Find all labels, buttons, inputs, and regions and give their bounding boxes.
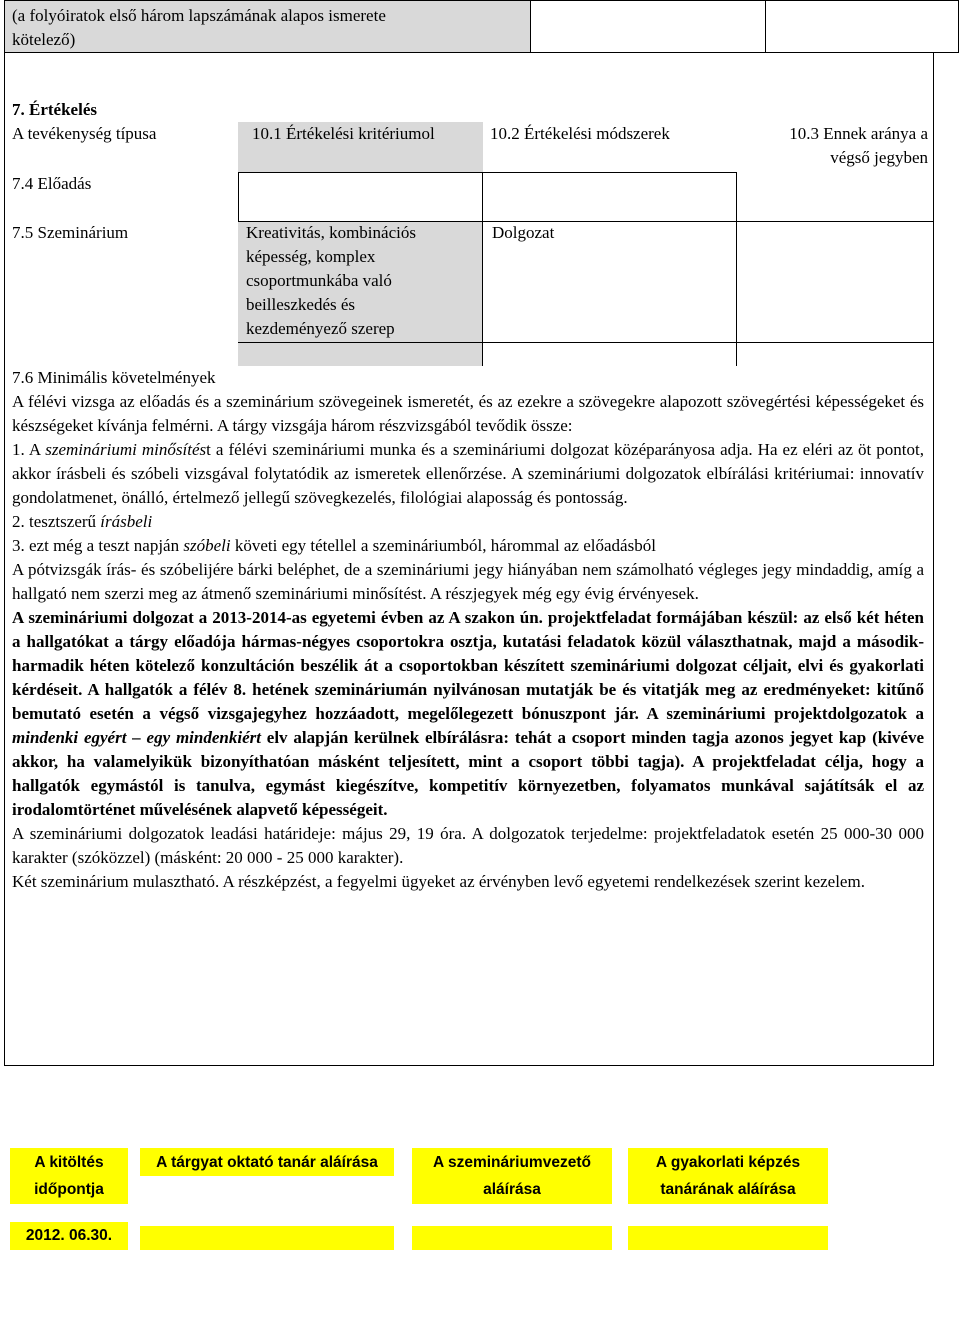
eval-row-lecture: 7.4 Előadás xyxy=(12,174,92,193)
lecture-criteria-cell xyxy=(238,172,483,222)
seminar-ratio-cell xyxy=(736,221,934,366)
p2-rest: t a félévi szemináriumi munka és a szemináriumi dolgozat középarányosa adja. Ha ez eléri az öt pontot, akkor írásbeli és szóbeli vizsgával folytatódik az ismeretek ellenőrzése. A szemináriumi dolgozatok elbírálási kritériumai: innovatív gondolatmenet, önálló, értelmező jellegű szövegkezelés, filológiai alaposság és pontosság. xyxy=(12,440,924,507)
seminar-criteria: Kreativitás, kombinációs képesség, komplex csoportmunkába való beilleszkedés és kezdeményező szerep xyxy=(246,223,416,338)
eval-col-criteria: 10.1 Értékelési kritériumol xyxy=(252,124,435,143)
p2-prefix: 1. A xyxy=(12,440,46,459)
eval-col-ratio: 10.3 Ennek aránya a végső jegyben xyxy=(789,124,928,167)
sig-teacher-label: A tárgyat oktató tanár aláírása xyxy=(156,1154,378,1171)
sig-date-label: A kitöltés időpontja xyxy=(34,1154,104,1198)
sig-seminar-leader-signature-field[interactable] xyxy=(412,1226,612,1250)
top-left-text: (a folyóiratok első három lapszámának alapos ismerete kötelező) xyxy=(12,6,386,49)
requirements-heading: 7.6 Minimális követelmények xyxy=(12,368,216,387)
requirements-p2 xyxy=(12,438,924,510)
eval-row-seminar: 7.5 Szeminárium xyxy=(12,223,129,242)
requirements-p8: Két szeminárium mulasztható. A részképzést, a fegyelmi ügyeket az érvényben levő egyetemi rendelkezések szerint kezelem. xyxy=(12,872,865,891)
sig-practice-teacher-signature-field[interactable] xyxy=(628,1226,828,1250)
requirements-body xyxy=(12,390,924,894)
p3-italic: írásbeli xyxy=(100,512,153,531)
seminar-method: Dolgozat xyxy=(492,223,555,242)
lecture-method-cell xyxy=(482,172,737,222)
requirements-p4 xyxy=(12,534,924,558)
requirements-p7: A szemináriumi dolgozatok leadási határideje: május 29, 19 óra. A dolgozatok terjedelme: projektfeladatok esetén 25 000-30 000 karakter (szóközzel) (másként: 20 000 - 25 000 karakter). xyxy=(12,824,924,867)
p4-rest: követi egy tétellel a szemináriumból, hárommal az előadásból xyxy=(230,536,656,555)
requirements-p6 xyxy=(12,606,924,822)
eval-table-bottom-line xyxy=(238,342,934,343)
p4-prefix: 3. ezt még a teszt napján xyxy=(12,536,184,555)
p2-italic: szemináriumi minősítés xyxy=(45,440,207,459)
p6-italic: mindenki egyért – egy mindenkiért xyxy=(12,728,261,747)
top-right-cell xyxy=(765,0,959,53)
requirements-p5: A pótvizsgák írás- és szóbelijére bárki beléphet, de a szemináriumi jegy hiányában nem számolható végleges jegy mindaddig, amíg a hallgató nem szerzi meg az átmenő szemináriumi minősítést. A részjegyek még egy évig érvényesek. xyxy=(12,560,924,603)
evaluation-heading: 7. Értékelés xyxy=(12,100,97,119)
p4-italic: szóbeli xyxy=(183,536,231,555)
requirements-p1: A félévi vizsga az előadás és a szeminárium szövegeinek ismeretét, és az ezekre a szövegekre alapozott szövegértési képességeket és készségeket kívánja felmérni. A tárgy vizsgája három részvizsgából tevődik össze: xyxy=(12,392,924,435)
eval-col-methods: 10.2 Értékelési módszerek xyxy=(490,124,670,143)
p6-rest: elv alapján kerülnek elbírálásra: tehát a csoport minden tagja azonos jegyet kap (kivéve akkor, ha valamelyikük bizonyíthatóan másként teljesített, mint a csoport többi tagja). A projektfeladat célja, hogy a hallgatók egymástól is tanulva, egymást kiegészítve, kompetitív környezetben, folyamatos munkával sajátítsák el az irodalomtörténet művelésének alapvető képességeit. xyxy=(12,728,924,819)
sig-teacher-signature-field[interactable] xyxy=(140,1226,394,1250)
sig-practice-teacher-label: A gyakorlati képzés tanárának aláírása xyxy=(655,1154,801,1198)
sig-date-value: 2012. 06.30. xyxy=(25,1227,113,1244)
sig-seminar-leader-label: A szemináriumvezető aláírása xyxy=(433,1154,591,1198)
top-mid-cell xyxy=(530,0,766,53)
requirements-p3 xyxy=(12,510,924,534)
eval-col-activity: A tevékenység típusa xyxy=(12,124,157,143)
p3-prefix: 2. tesztszerű xyxy=(12,512,101,531)
p6-prefix: A szemináriumi dolgozat a 2013-2014-as egyetemi évben az A szakon ún. projektfeladat formájában készül: az első két héten a hallgatókat a tárgy előadója hármas-négyes csoportokra osztja, kutatási feladatok közül választhatnak, majd a második-harmadik héten kötelező konzultáción beszélik át a csoportokban készített szemináriumi dolgozat céljait, elvi és gyakorlati kérdéseit. A hallgatók a félév 8. hetének szemináriumán nyilvánosan mutatják be és vitatják meg az eredményeket: kitűnő bemutató esetén a végső vizsgajegyhez hozzáadott, megelőlegezett bónuszpont jár. A szemináriumi projektdolgozatok a xyxy=(12,608,924,723)
